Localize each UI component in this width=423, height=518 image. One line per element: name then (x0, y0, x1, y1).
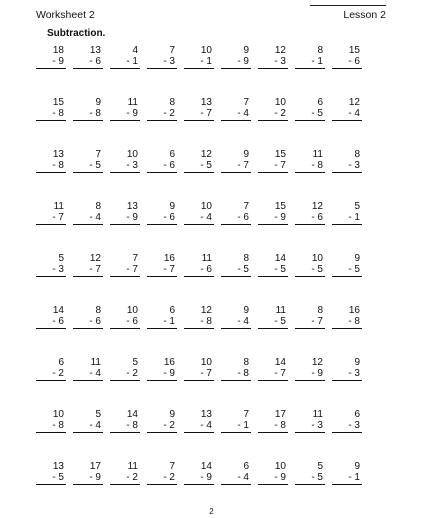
subtrahend: - 2 (258, 108, 288, 121)
subtraction-problem (332, 149, 362, 177)
minuend: 5 (58, 253, 64, 264)
subtraction-problem (110, 97, 140, 125)
subtraction-problem (73, 461, 103, 489)
minuend: 10 (126, 305, 138, 316)
subtraction-problem (295, 305, 325, 333)
subtraction-problem (36, 149, 66, 177)
minuend: 7 (243, 409, 249, 420)
minuend: 8 (354, 149, 360, 160)
subtraction-problem (36, 305, 66, 333)
minuend: 11 (127, 97, 138, 108)
minuend: 12 (89, 253, 101, 264)
subtrahend: - 4 (184, 420, 214, 433)
subtraction-problem (184, 97, 214, 125)
subtrahend: - 2 (36, 368, 66, 381)
subtrahend: - 5 (295, 264, 325, 277)
minuend: 9 (169, 409, 175, 420)
minuend: 10 (200, 201, 212, 212)
subtraction-problem (295, 253, 325, 281)
subtraction-problem (221, 201, 251, 229)
subtraction-problem (147, 45, 177, 73)
subtraction-problem (258, 461, 288, 489)
subtrahend: - 9 (73, 472, 103, 485)
subtrahend: - 6 (73, 56, 103, 69)
minuend: 11 (53, 201, 64, 212)
subtraction-problem (73, 409, 103, 437)
minuend: 18 (52, 45, 64, 56)
minuend: 6 (169, 149, 175, 160)
minuend: 11 (201, 253, 212, 264)
minuend: 8 (95, 201, 101, 212)
minuend: 10 (200, 357, 212, 368)
subtrahend: - 9 (36, 56, 66, 69)
subtraction-problem (221, 97, 251, 125)
subtrahend: - 3 (332, 368, 362, 381)
minuend: 12 (200, 149, 212, 160)
subtraction-problem (110, 45, 140, 73)
subtrahend: - 2 (110, 368, 140, 381)
subtraction-problem (110, 461, 140, 489)
subtraction-problem (221, 409, 251, 437)
minuend: 16 (163, 253, 175, 264)
subtrahend: - 7 (73, 264, 103, 277)
subtraction-problem (147, 409, 177, 437)
minuend: 12 (311, 201, 323, 212)
subtraction-problem (295, 45, 325, 73)
minuend: 6 (58, 357, 64, 368)
minuend: 10 (200, 45, 212, 56)
subtraction-problem (258, 97, 288, 125)
subtrahend: - 6 (295, 212, 325, 225)
subtrahend: - 6 (147, 160, 177, 173)
subtraction-problem (73, 253, 103, 281)
minuend: 15 (274, 201, 286, 212)
subtraction-problem (332, 461, 362, 489)
subtrahend: - 1 (295, 56, 325, 69)
subtraction-problem (36, 97, 66, 125)
subtraction-problem (184, 201, 214, 229)
minuend: 11 (312, 409, 323, 420)
minuend: 6 (317, 97, 323, 108)
minuend: 8 (243, 253, 249, 264)
subtraction-problem (332, 97, 362, 125)
subtrahend: - 6 (221, 212, 251, 225)
subtrahend: - 1 (332, 212, 362, 225)
subtrahend: - 3 (295, 420, 325, 433)
subtrahend: - 8 (258, 420, 288, 433)
subtrahend: - 5 (258, 316, 288, 329)
page-number: 2 (209, 507, 214, 516)
subtraction-problem (221, 45, 251, 73)
subtrahend: - 6 (73, 316, 103, 329)
minuend: 9 (243, 45, 249, 56)
subtraction-problem (184, 461, 214, 489)
subtraction-problem (184, 149, 214, 177)
minuend: 11 (127, 461, 138, 472)
minuend: 9 (243, 149, 249, 160)
subtraction-problem (221, 461, 251, 489)
subtraction-problem (258, 305, 288, 333)
minuend: 9 (169, 201, 175, 212)
subtraction-problem (258, 201, 288, 229)
minuend: 13 (200, 409, 212, 420)
subtraction-problem (332, 357, 362, 385)
minuend: 9 (243, 305, 249, 316)
subtraction-problem (73, 201, 103, 229)
minuend: 6 (354, 409, 360, 420)
subtrahend: - 4 (73, 420, 103, 433)
subtraction-problem (110, 253, 140, 281)
subtraction-problem (73, 357, 103, 385)
subtrahend: - 9 (110, 108, 140, 121)
subtraction-problem (221, 357, 251, 385)
subtraction-problem (147, 253, 177, 281)
subtraction-problem (36, 461, 66, 489)
subtrahend: - 1 (147, 316, 177, 329)
minuend: 15 (274, 149, 286, 160)
subtrahend: - 8 (36, 108, 66, 121)
subtraction-problem (332, 45, 362, 73)
minuend: 8 (95, 305, 101, 316)
subtrahend: - 4 (73, 368, 103, 381)
subtrahend: - 4 (221, 472, 251, 485)
minuend: 5 (132, 357, 138, 368)
subtrahend: - 8 (221, 368, 251, 381)
subtrahend: - 9 (147, 368, 177, 381)
subtrahend: - 5 (332, 264, 362, 277)
subtraction-problem (332, 253, 362, 281)
subtrahend: - 3 (147, 56, 177, 69)
subtrahend: - 6 (332, 56, 362, 69)
subtraction-problem (147, 461, 177, 489)
section-title: Subtraction. (47, 28, 106, 39)
subtrahend: - 5 (73, 160, 103, 173)
minuend: 13 (52, 461, 64, 472)
subtrahend: - 8 (184, 316, 214, 329)
subtrahend: - 7 (36, 212, 66, 225)
subtrahend: - 4 (221, 108, 251, 121)
minuend: 9 (354, 357, 360, 368)
minuend: 17 (89, 461, 101, 472)
subtrahend: - 5 (258, 264, 288, 277)
minuend: 11 (90, 357, 101, 368)
minuend: 7 (169, 461, 175, 472)
worksheet-label: Worksheet 2 (36, 9, 95, 21)
subtrahend: - 3 (332, 160, 362, 173)
subtraction-problem (36, 201, 66, 229)
minuend: 9 (354, 461, 360, 472)
minuend: 9 (95, 97, 101, 108)
minuend: 14 (126, 409, 138, 420)
subtrahend: - 2 (110, 472, 140, 485)
subtraction-problem (258, 149, 288, 177)
minuend: 10 (274, 461, 286, 472)
minuend: 15 (52, 97, 64, 108)
subtrahend: - 7 (184, 368, 214, 381)
minuend: 5 (95, 409, 101, 420)
subtraction-problem (36, 253, 66, 281)
subtraction-problem (295, 461, 325, 489)
subtraction-problem (110, 201, 140, 229)
subtrahend: - 7 (221, 160, 251, 173)
subtrahend: - 4 (73, 212, 103, 225)
subtrahend: - 3 (110, 160, 140, 173)
subtraction-problem (110, 409, 140, 437)
subtraction-problem (184, 45, 214, 73)
subtrahend: - 1 (110, 56, 140, 69)
subtrahend: - 7 (110, 264, 140, 277)
subtrahend: - 6 (36, 316, 66, 329)
minuend: 12 (274, 45, 286, 56)
minuend: 11 (312, 149, 323, 160)
subtraction-problem (73, 149, 103, 177)
minuend: 13 (200, 97, 212, 108)
subtraction-problem (110, 305, 140, 333)
minuend: 7 (243, 97, 249, 108)
subtrahend: - 5 (221, 264, 251, 277)
minuend: 7 (95, 149, 101, 160)
subtrahend: - 7 (258, 368, 288, 381)
subtraction-problem (295, 357, 325, 385)
subtrahend: - 3 (258, 56, 288, 69)
lesson-label: Lesson 2 (343, 9, 386, 21)
subtrahend: - 8 (36, 160, 66, 173)
subtraction-problem (221, 253, 251, 281)
subtrahend: - 5 (295, 108, 325, 121)
subtrahend: - 1 (221, 420, 251, 433)
subtraction-problem (258, 253, 288, 281)
subtraction-problem (36, 357, 66, 385)
minuend: 14 (52, 305, 64, 316)
subtraction-problem (184, 305, 214, 333)
minuend: 9 (354, 253, 360, 264)
subtrahend: - 9 (110, 212, 140, 225)
subtrahend: - 8 (332, 316, 362, 329)
subtrahend: - 3 (332, 420, 362, 433)
subtrahend: - 7 (147, 264, 177, 277)
minuend: 4 (132, 45, 138, 56)
subtraction-problem (147, 305, 177, 333)
minuend: 10 (274, 97, 286, 108)
minuend: 10 (126, 149, 138, 160)
subtraction-problem (73, 305, 103, 333)
minuend: 10 (311, 253, 323, 264)
subtraction-problem (258, 357, 288, 385)
minuend: 12 (311, 357, 323, 368)
subtrahend: - 7 (295, 316, 325, 329)
subtraction-problem (73, 97, 103, 125)
minuend: 7 (243, 201, 249, 212)
subtraction-problem (184, 409, 214, 437)
subtraction-problem (147, 149, 177, 177)
subtrahend: - 2 (147, 108, 177, 121)
subtrahend: - 9 (258, 212, 288, 225)
minuend: 14 (274, 253, 286, 264)
minuend: 8 (317, 45, 323, 56)
minuend: 13 (89, 45, 101, 56)
minuend: 16 (163, 357, 175, 368)
minuend: 5 (354, 201, 360, 212)
subtrahend: - 9 (221, 56, 251, 69)
minuend: 14 (200, 461, 212, 472)
subtraction-problem (36, 409, 66, 437)
subtraction-problem (332, 409, 362, 437)
minuend: 12 (200, 305, 212, 316)
minuend: 8 (243, 357, 249, 368)
minuend: 6 (169, 305, 175, 316)
subtrahend: - 9 (184, 472, 214, 485)
subtrahend: - 8 (36, 420, 66, 433)
subtrahend: - 8 (73, 108, 103, 121)
subtraction-problem (184, 357, 214, 385)
minuend: 13 (126, 201, 138, 212)
subtraction-problem (184, 253, 214, 281)
subtrahend: - 7 (184, 108, 214, 121)
subtraction-problem (295, 409, 325, 437)
minuend: 15 (348, 45, 360, 56)
minuend: 7 (132, 253, 138, 264)
subtraction-problem (258, 45, 288, 73)
subtraction-problem (147, 357, 177, 385)
subtrahend: - 5 (295, 472, 325, 485)
subtraction-problem (332, 305, 362, 333)
subtrahend: - 7 (258, 160, 288, 173)
minuend: 8 (169, 97, 175, 108)
subtrahend: - 5 (184, 160, 214, 173)
minuend: 14 (274, 357, 286, 368)
subtraction-problem (147, 201, 177, 229)
subtrahend: - 6 (184, 264, 214, 277)
subtraction-problem (110, 357, 140, 385)
subtrahend: - 2 (147, 420, 177, 433)
minuend: 7 (169, 45, 175, 56)
subtrahend: - 8 (295, 160, 325, 173)
subtraction-problem (147, 97, 177, 125)
subtraction-problem (295, 201, 325, 229)
subtrahend: - 8 (110, 420, 140, 433)
subtraction-problem (73, 45, 103, 73)
minuend: 10 (52, 409, 64, 420)
subtrahend: - 4 (332, 108, 362, 121)
subtrahend: - 4 (221, 316, 251, 329)
subtraction-problem (221, 149, 251, 177)
subtraction-problem (332, 201, 362, 229)
subtrahend: - 9 (295, 368, 325, 381)
minuend: 5 (317, 461, 323, 472)
minuend: 8 (317, 305, 323, 316)
subtrahend: - 9 (258, 472, 288, 485)
subtraction-problem (36, 45, 66, 73)
subtrahend: - 6 (110, 316, 140, 329)
subtraction-problem (258, 409, 288, 437)
minuend: 16 (348, 305, 360, 316)
subtrahend: - 1 (184, 56, 214, 69)
minuend: 11 (275, 305, 286, 316)
subtrahend: - 6 (147, 212, 177, 225)
subtraction-problem (221, 305, 251, 333)
subtrahend: - 4 (184, 212, 214, 225)
subtraction-problem (110, 149, 140, 177)
subtrahend: - 1 (332, 472, 362, 485)
subtraction-problem (295, 149, 325, 177)
subtrahend: - 2 (147, 472, 177, 485)
minuend: 12 (348, 97, 360, 108)
minuend: 13 (52, 149, 64, 160)
subtrahend: - 3 (36, 264, 66, 277)
minuend: 6 (243, 461, 249, 472)
subtrahend: - 5 (36, 472, 66, 485)
subtraction-problem (295, 97, 325, 125)
minuend: 17 (274, 409, 286, 420)
